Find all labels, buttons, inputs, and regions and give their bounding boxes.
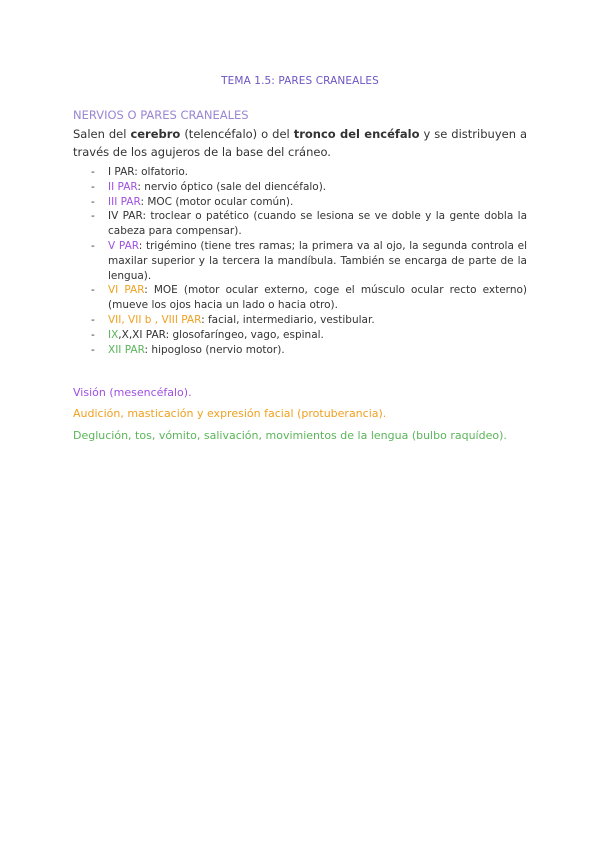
- pair-label: IV PAR: [108, 210, 143, 223]
- list-dash: -: [91, 343, 95, 356]
- list-item: [91, 180, 527, 195]
- intro-bold-cerebro: cerebro: [130, 127, 181, 141]
- pair-description: : MOE (motor ocular externo, coge el músculo ocular recto externo) (mueve los ojos hacia un lado o hacia otro).: [108, 284, 527, 312]
- list-dash: -: [91, 239, 95, 252]
- list-item: [91, 313, 527, 328]
- pair-description: : troclear o patético (cuando se lesiona se ve doble y la gente dobla la cabeza para compensar).: [108, 210, 527, 238]
- list-dash: -: [91, 284, 95, 297]
- list-dash: -: [91, 195, 95, 208]
- pair-label: VI PAR: [108, 284, 145, 297]
- list-item: [91, 239, 527, 283]
- list-item: [91, 283, 527, 313]
- list-dash: -: [91, 313, 95, 326]
- list-dash: -: [91, 328, 95, 341]
- pair-description: : facial, intermediario, vestibular.: [201, 313, 375, 326]
- section-heading: NERVIOS O PARES CRANEALES: [73, 108, 249, 122]
- list-item: [91, 328, 527, 343]
- pair-description: : nervio óptico (sale del diencéfalo).: [137, 180, 327, 193]
- intro-text-3: y se distribuyen a través de los agujeros de la base del cráneo.: [73, 127, 528, 159]
- summary-deglucion: Deglución, tos, vómito, salivación, movimientos de la lengua (bulbo raquídeo).: [73, 429, 507, 442]
- pair-description: : hipogloso (nervio motor).: [144, 343, 285, 356]
- list-dash: -: [91, 180, 95, 193]
- pair-label: II PAR: [108, 180, 138, 193]
- pair-label: III PAR: [108, 195, 141, 208]
- summary-audicion: Audición, masticación y expresión facial (protuberancia).: [73, 407, 387, 420]
- cranial-pairs-list: [91, 165, 527, 357]
- intro-bold-tronco: tronco del encéfalo: [293, 127, 420, 141]
- pair-label: VII, VII b , VIII PAR: [108, 313, 202, 326]
- intro-text-1: Salen del: [73, 127, 131, 141]
- pair-label: XII PAR: [108, 343, 145, 356]
- pair-description: : MOC (motor ocular común).: [140, 195, 294, 208]
- list-dash: -: [91, 166, 95, 178]
- pair-label: IX: [108, 328, 119, 341]
- page-title: TEMA 1.5: PARES CRANEALES: [221, 75, 379, 87]
- pair-description: ,X,XI PAR: glosofaríngeo, vago, espinal.: [118, 328, 324, 341]
- pair-description: : trigémino (tiene tres ramas; la primera va al ojo, la segunda controla el maxilar superior y la tercera la mandíbula. También se encarga de parte de la lengua).: [108, 239, 527, 282]
- list-item: [91, 209, 527, 239]
- list-item: [91, 195, 527, 210]
- summary-vision: Visión (mesencéfalo).: [73, 386, 192, 399]
- list-item: [91, 343, 527, 358]
- intro-text-2: (telencéfalo) o del: [180, 127, 294, 141]
- pair-label: I PAR: [108, 166, 135, 178]
- pair-description: : olfatorio.: [134, 166, 188, 178]
- intro-paragraph: [73, 125, 527, 161]
- list-dash: -: [91, 210, 95, 223]
- list-item: [91, 165, 527, 180]
- pair-label: V PAR: [108, 239, 139, 252]
